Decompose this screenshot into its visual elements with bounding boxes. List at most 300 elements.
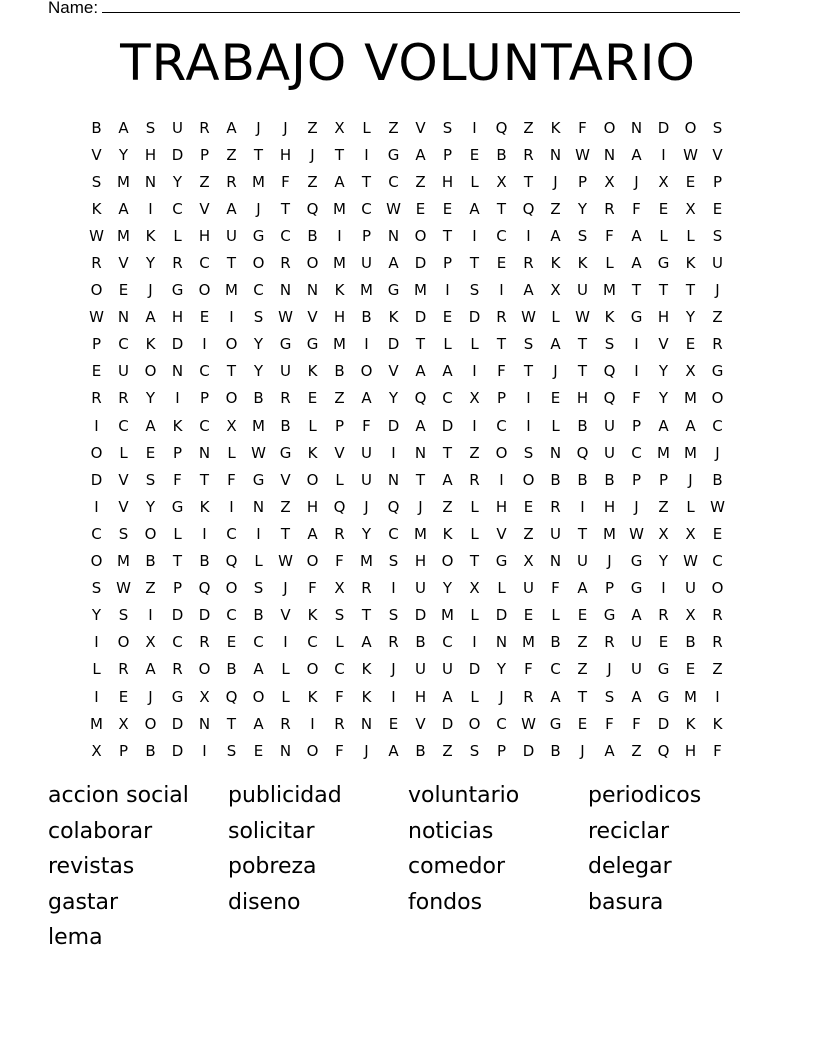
grid-letter: X xyxy=(199,687,210,706)
grid-letter: J xyxy=(634,497,639,516)
grid-letter: C xyxy=(361,199,372,218)
grid-letter: L xyxy=(686,226,695,245)
grid-letter: N xyxy=(603,145,616,164)
grid-letter: B xyxy=(226,660,237,679)
grid-letter: K xyxy=(145,226,156,245)
grid-letter: L xyxy=(470,497,479,516)
grid-letter: I xyxy=(445,281,450,300)
grid-letter: I xyxy=(391,443,396,462)
grid-letter: D xyxy=(522,741,535,760)
grid-letter: O xyxy=(198,281,211,300)
grid-letter: R xyxy=(118,389,129,408)
grid-letter: T xyxy=(469,552,480,571)
grid-letter: K xyxy=(145,335,156,354)
grid-letter: V xyxy=(118,497,129,516)
grid-letter: Y xyxy=(361,524,372,543)
grid-letter: P xyxy=(631,470,642,489)
grid-letter: C xyxy=(253,633,264,652)
grid-letter: B xyxy=(550,470,561,489)
grid-letter: K xyxy=(712,714,723,733)
grid-letter: J xyxy=(607,552,612,571)
grid-letter: O xyxy=(306,660,319,679)
grid-letter: O xyxy=(414,226,427,245)
grid-letter: J xyxy=(418,497,423,516)
grid-letter: A xyxy=(442,687,453,706)
grid-letter: A xyxy=(415,362,426,381)
grid-letter: M xyxy=(522,633,535,652)
grid-letter: I xyxy=(472,362,477,381)
grid-letter: T xyxy=(226,714,237,733)
grid-letter: E xyxy=(712,199,723,218)
grid-letter: C xyxy=(496,416,507,435)
grid-letter: F xyxy=(308,579,317,598)
grid-letter: F xyxy=(632,199,641,218)
grid-letter: V xyxy=(334,443,345,462)
grid-letter: T xyxy=(577,687,588,706)
grid-letter: D xyxy=(171,335,184,354)
grid-letter: H xyxy=(279,145,292,164)
grid-letter: Q xyxy=(387,497,400,516)
grid-letter: L xyxy=(551,606,560,625)
grid-letter: I xyxy=(580,497,585,516)
grid-letter: X xyxy=(658,172,669,191)
grid-letter: I xyxy=(310,714,315,733)
grid-letter: W xyxy=(575,145,590,164)
grid-letter: M xyxy=(603,281,616,300)
word-list-item: fondos xyxy=(408,889,483,915)
grid-letter: J xyxy=(364,497,369,516)
grid-letter: Z xyxy=(226,145,237,164)
grid-letter: U xyxy=(550,524,561,543)
grid-letter: P xyxy=(172,579,183,598)
grid-letter: X xyxy=(91,741,102,760)
grid-letter: R xyxy=(280,714,291,733)
grid-letter: N xyxy=(252,497,265,516)
grid-letter: E xyxy=(658,633,669,652)
grid-letter: A xyxy=(415,416,426,435)
grid-letter: Y xyxy=(145,497,156,516)
grid-letter: A xyxy=(442,470,453,489)
grid-letter: B xyxy=(334,362,345,381)
grid-letter: M xyxy=(603,524,616,543)
grid-letter: D xyxy=(414,254,427,273)
grid-letter: I xyxy=(337,226,342,245)
grid-letter: M xyxy=(252,416,265,435)
grid-letter: P xyxy=(199,145,210,164)
grid-letter: W xyxy=(575,308,590,327)
grid-letter: J xyxy=(283,118,288,137)
grid-letter: K xyxy=(388,308,399,327)
grid-letter: K xyxy=(685,254,696,273)
word-list-item: publicidad xyxy=(228,783,342,808)
grid-letter: T xyxy=(685,281,696,300)
grid-letter: N xyxy=(360,714,373,733)
grid-letter: M xyxy=(333,199,346,218)
grid-letter: S xyxy=(523,443,534,462)
grid-letter: I xyxy=(94,497,99,516)
grid-letter: P xyxy=(334,416,345,435)
grid-letter: T xyxy=(334,145,345,164)
grid-letter: S xyxy=(145,118,156,137)
grid-letter: Z xyxy=(469,443,480,462)
grid-letter: T xyxy=(415,470,426,489)
grid-letter: Y xyxy=(442,579,453,598)
grid-letter: H xyxy=(495,497,508,516)
grid-letter: D xyxy=(657,714,670,733)
grid-letter: P xyxy=(442,145,453,164)
grid-letter: D xyxy=(387,335,400,354)
grid-letter: E xyxy=(550,389,561,408)
grid-letter: K xyxy=(307,443,318,462)
grid-letter: O xyxy=(198,660,211,679)
grid-letter: L xyxy=(362,118,371,137)
grid-letter: L xyxy=(470,172,479,191)
grid-letter: Y xyxy=(658,389,669,408)
grid-letter: R xyxy=(712,335,723,354)
grid-letter: W xyxy=(116,579,131,598)
grid-letter: B xyxy=(91,118,102,137)
grid-letter: T xyxy=(577,524,588,543)
name-label: Name: xyxy=(48,0,99,17)
grid-letter: S xyxy=(253,579,264,598)
grid-letter: C xyxy=(712,552,723,571)
grid-letter: E xyxy=(523,606,534,625)
grid-letter: G xyxy=(657,687,670,706)
grid-letter: C xyxy=(199,416,210,435)
grid-letter: I xyxy=(661,145,666,164)
grid-letter: E xyxy=(577,606,588,625)
grid-letter: A xyxy=(253,660,264,679)
grid-letter: D xyxy=(414,606,427,625)
grid-letter: A xyxy=(469,199,480,218)
grid-letter: X xyxy=(658,524,669,543)
grid-letter: Z xyxy=(307,118,318,137)
grid-letter: Z xyxy=(523,524,534,543)
grid-letter: P xyxy=(496,741,507,760)
grid-letter: I xyxy=(202,335,207,354)
grid-letter: A xyxy=(577,579,588,598)
grid-letter: L xyxy=(470,524,479,543)
grid-letter: U xyxy=(604,416,615,435)
grid-letter: S xyxy=(118,524,129,543)
grid-letter: O xyxy=(495,443,508,462)
grid-letter: D xyxy=(441,714,454,733)
grid-letter: T xyxy=(496,335,507,354)
grid-letter: N xyxy=(549,552,562,571)
grid-letter: P xyxy=(712,172,723,191)
grid-letter: G xyxy=(630,579,643,598)
word-list-item: revistas xyxy=(48,854,135,879)
grid-letter: A xyxy=(631,606,642,625)
grid-letter: Q xyxy=(522,199,535,218)
grid-letter: S xyxy=(388,606,399,625)
grid-letter: K xyxy=(199,497,210,516)
grid-letter: I xyxy=(634,335,639,354)
grid-letter: I xyxy=(391,579,396,598)
grid-letter: V xyxy=(91,145,102,164)
grid-letter: K xyxy=(550,118,561,137)
grid-letter: M xyxy=(117,172,130,191)
grid-letter: M xyxy=(684,443,697,462)
grid-letter: L xyxy=(605,254,614,273)
grid-letter: X xyxy=(496,172,507,191)
grid-letter: H xyxy=(576,389,589,408)
grid-letter: M xyxy=(360,552,373,571)
grid-letter: I xyxy=(499,470,504,489)
grid-letter: P xyxy=(604,579,615,598)
grid-letter: I xyxy=(661,579,666,598)
grid-letter: J xyxy=(148,281,153,300)
grid-letter: C xyxy=(631,443,642,462)
grid-letter: X xyxy=(685,199,696,218)
grid-letter: G xyxy=(711,362,724,381)
grid-letter: O xyxy=(144,714,157,733)
grid-letter: G xyxy=(279,335,292,354)
grid-letter: S xyxy=(577,226,588,245)
grid-letter: Q xyxy=(576,443,589,462)
grid-letter: Q xyxy=(414,389,427,408)
grid-letter: T xyxy=(172,552,183,571)
grid-letter: N xyxy=(117,308,130,327)
grid-letter: N xyxy=(144,172,157,191)
grid-letter: Q xyxy=(603,362,616,381)
grid-letter: L xyxy=(227,443,236,462)
grid-letter: T xyxy=(631,281,642,300)
grid-letter: B xyxy=(307,226,318,245)
grid-letter: M xyxy=(441,606,454,625)
grid-letter: A xyxy=(253,714,264,733)
grid-letter: W xyxy=(89,226,104,245)
word-list xyxy=(48,780,768,958)
grid-letter: K xyxy=(307,362,318,381)
grid-letter: L xyxy=(173,226,182,245)
grid-letter: G xyxy=(171,281,184,300)
grid-letter: T xyxy=(226,254,237,273)
word-list-item: reciclar xyxy=(588,818,670,844)
word-list-item: basura xyxy=(588,889,664,915)
grid-letter: O xyxy=(603,118,616,137)
grid-letter: E xyxy=(496,254,507,273)
grid-letter: L xyxy=(470,606,479,625)
grid-letter: N xyxy=(279,281,292,300)
grid-letter: W xyxy=(386,199,401,218)
grid-letter: O xyxy=(711,389,724,408)
grid-letter: L xyxy=(281,660,290,679)
word-search-grid xyxy=(83,114,731,764)
grid-letter: Z xyxy=(712,660,723,679)
grid-letter: A xyxy=(145,308,156,327)
grid-letter: A xyxy=(145,416,156,435)
grid-letter: W xyxy=(629,524,644,543)
grid-letter: V xyxy=(496,524,507,543)
grid-letter: Y xyxy=(253,362,264,381)
grid-letter: S xyxy=(145,470,156,489)
grid-letter: M xyxy=(657,443,670,462)
grid-letter: L xyxy=(281,687,290,706)
grid-letter: B xyxy=(253,389,264,408)
grid-letter: I xyxy=(229,308,234,327)
grid-letter: F xyxy=(605,226,614,245)
word-list-item: diseno xyxy=(228,889,301,915)
grid-letter: N xyxy=(549,145,562,164)
grid-letter: G xyxy=(549,714,562,733)
grid-letter: A xyxy=(334,172,345,191)
grid-letter: F xyxy=(362,416,371,435)
grid-letter: G xyxy=(252,470,265,489)
grid-letter: C xyxy=(172,633,183,652)
grid-letter: E xyxy=(415,199,426,218)
grid-letter: G xyxy=(657,660,670,679)
grid-letter: J xyxy=(634,172,639,191)
grid-letter: G xyxy=(252,226,265,245)
grid-letter: F xyxy=(524,660,533,679)
grid-letter: K xyxy=(172,416,183,435)
grid-letter: D xyxy=(657,118,670,137)
grid-letter: Z xyxy=(712,308,723,327)
grid-letter: V xyxy=(280,470,291,489)
grid-letter: T xyxy=(253,145,264,164)
grid-letter: S xyxy=(388,552,399,571)
grid-letter: C xyxy=(226,524,237,543)
grid-letter: E xyxy=(118,281,129,300)
grid-letter: O xyxy=(306,741,319,760)
grid-letter: V xyxy=(307,308,318,327)
grid-letter: R xyxy=(469,470,480,489)
grid-letter: H xyxy=(333,308,346,327)
grid-letter: Z xyxy=(631,741,642,760)
grid-letter: R xyxy=(226,172,237,191)
grid-letter: O xyxy=(441,552,454,571)
grid-letter: M xyxy=(252,172,265,191)
grid-letter: Q xyxy=(603,389,616,408)
grid-letter: C xyxy=(199,362,210,381)
grid-letter: L xyxy=(335,633,344,652)
grid-letter: V xyxy=(712,145,723,164)
grid-letter: L xyxy=(92,660,101,679)
grid-letter: B xyxy=(280,416,291,435)
grid-letter: A xyxy=(118,118,129,137)
grid-letter: W xyxy=(89,308,104,327)
grid-letter: W xyxy=(683,145,698,164)
grid-letter: E xyxy=(307,389,318,408)
grid-letter: F xyxy=(281,172,290,191)
grid-letter: R xyxy=(496,308,507,327)
grid-letter: G xyxy=(171,687,184,706)
grid-letter: A xyxy=(658,416,669,435)
grid-letter: C xyxy=(253,281,264,300)
grid-letter: I xyxy=(634,362,639,381)
grid-letter: X xyxy=(604,172,615,191)
grid-letter: K xyxy=(577,254,588,273)
grid-letter: Q xyxy=(657,741,670,760)
grid-letter: D xyxy=(198,606,211,625)
grid-letter: E xyxy=(685,172,696,191)
grid-letter: U xyxy=(604,443,615,462)
grid-letter: E xyxy=(685,335,696,354)
grid-letter: F xyxy=(578,118,587,137)
grid-letter: T xyxy=(496,199,507,218)
grid-letter: U xyxy=(361,443,372,462)
grid-letter: X xyxy=(334,579,345,598)
grid-letter: I xyxy=(715,687,720,706)
grid-letter: L xyxy=(659,226,668,245)
grid-letter: E xyxy=(145,443,156,462)
grid-letter: I xyxy=(499,281,504,300)
grid-letter: P xyxy=(577,172,588,191)
grid-letter: P xyxy=(658,470,669,489)
grid-letter: Z xyxy=(145,579,156,598)
grid-letter: W xyxy=(683,552,698,571)
grid-letter: D xyxy=(171,145,184,164)
grid-letter: B xyxy=(604,470,615,489)
grid-letter: T xyxy=(577,335,588,354)
word-list-item: periodicos xyxy=(588,783,702,808)
grid-letter: T xyxy=(280,199,291,218)
grid-letter: M xyxy=(333,335,346,354)
word-list-item: colaborar xyxy=(48,818,153,844)
grid-letter: R xyxy=(334,524,345,543)
grid-letter: R xyxy=(712,633,723,652)
grid-letter: J xyxy=(688,470,693,489)
grid-letter: I xyxy=(148,606,153,625)
grid-letter: R xyxy=(199,633,210,652)
grid-letter: A xyxy=(442,362,453,381)
grid-letter: C xyxy=(712,416,723,435)
grid-letter: C xyxy=(307,633,318,652)
grid-letter: S xyxy=(523,335,534,354)
grid-letter: Y xyxy=(145,254,156,273)
grid-letter: F xyxy=(551,579,560,598)
grid-letter: R xyxy=(199,118,210,137)
grid-letter: H xyxy=(171,308,184,327)
grid-letter: T xyxy=(523,172,534,191)
grid-letter: Q xyxy=(225,552,238,571)
grid-letter: E xyxy=(685,660,696,679)
grid-letter: R xyxy=(280,254,291,273)
word-list-item: comedor xyxy=(408,854,505,879)
grid-letter: A xyxy=(145,660,156,679)
grid-letter: O xyxy=(117,633,130,652)
grid-letter: E xyxy=(658,199,669,218)
grid-letter: P xyxy=(172,443,183,462)
grid-letter: S xyxy=(712,226,723,245)
grid-letter: I xyxy=(364,145,369,164)
grid-letter: G xyxy=(279,443,292,462)
grid-letter: A xyxy=(523,281,534,300)
grid-letter: Y xyxy=(658,552,669,571)
grid-letter: F xyxy=(632,389,641,408)
grid-letter: U xyxy=(523,579,534,598)
grid-letter: L xyxy=(335,470,344,489)
grid-letter: K xyxy=(442,524,453,543)
grid-letter: M xyxy=(117,552,130,571)
grid-letter: A xyxy=(631,687,642,706)
grid-letter: Y xyxy=(577,199,588,218)
grid-letter: U xyxy=(415,579,426,598)
grid-letter: B xyxy=(577,470,588,489)
grid-letter: I xyxy=(283,633,288,652)
grid-letter: A xyxy=(307,524,318,543)
grid-letter: G xyxy=(495,552,508,571)
grid-letter: L xyxy=(308,416,317,435)
grid-letter: I xyxy=(526,389,531,408)
grid-letter: A xyxy=(550,687,561,706)
grid-letter: C xyxy=(442,633,453,652)
grid-letter: O xyxy=(225,579,238,598)
word-list-item: noticias xyxy=(408,818,494,844)
grid-letter: D xyxy=(387,416,400,435)
grid-letter: I xyxy=(175,389,180,408)
